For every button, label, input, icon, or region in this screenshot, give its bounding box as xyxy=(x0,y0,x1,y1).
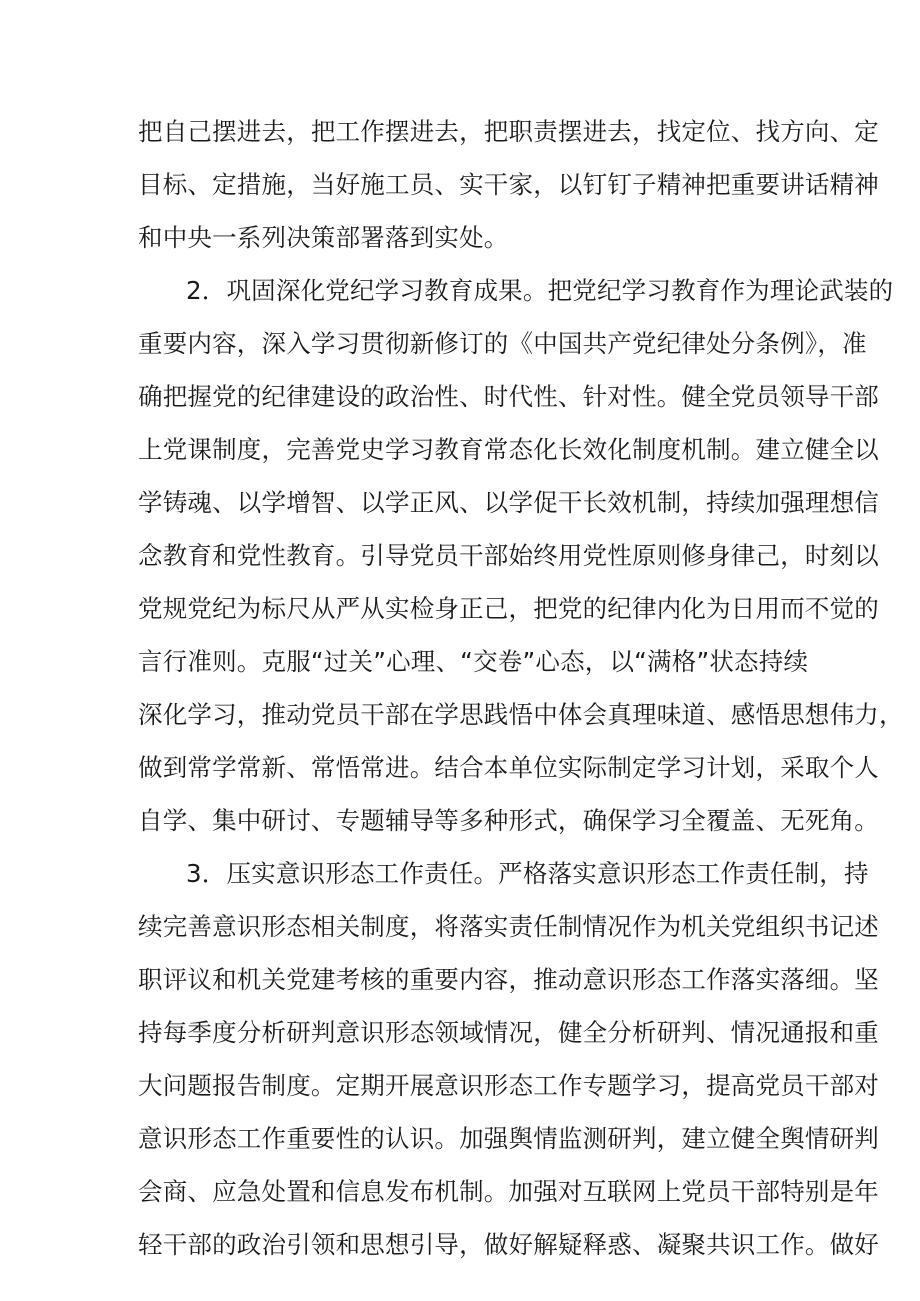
text-line: 深化学习，推动党员干部在学思践悟中体会真理味道、感悟思想伟力， xyxy=(138,700,904,729)
text-line: 意识形态工作重要性的认识。加强舆情监测研判，建立健全舆情研判 xyxy=(138,1124,879,1153)
text-line: 和中央一系列决策部署落到实处。 xyxy=(138,223,509,252)
text-line: 职评议和机关党建考核的重要内容，推动意识形态工作落实落细。坚 xyxy=(138,965,879,994)
text-line: 上党课制度，完善党史学习教育常态化长效化制度机制。建立健全以 xyxy=(138,435,879,464)
text-line: 重要内容，深入学习贯彻新修订的《中国共产党纪律处分条例》，准 xyxy=(138,329,867,358)
text-line: 念教育和党性教育。引导党员干部始终用党性原则修身律己，时刻以 xyxy=(138,541,879,570)
text-line: 言行准则。克服“过关”心理、“交卷”心态，以“满格”状态持续 xyxy=(138,647,809,676)
text-line: 把自己摆进去，把工作摆进去，把职责摆进去，找定位、找方向、定 xyxy=(138,117,879,146)
text-line: 轻干部的政治引领和思想引导，做好解疑释惑、凝聚共识工作。做好 xyxy=(138,1230,879,1259)
paragraph-2-first-line: 2．巩固深化党纪学习教育成果。把党纪学习教育作为理论武装的 xyxy=(186,276,894,305)
text-line: 目标、定措施，当好施工员、实干家，以钉钉子精神把重要讲话精神 xyxy=(138,170,879,199)
text-line: 自学、集中研讨、专题辅导等多种形式，确保学习全覆盖、无死角。 xyxy=(138,806,879,835)
text-line: 会商、应急处置和信息发布机制。加强对互联网上党员干部特别是年 xyxy=(138,1177,879,1206)
text-line: 学铸魂、以学增智、以学正风、以学促干长效机制，持续加强理想信 xyxy=(138,488,879,517)
text-line: 续完善意识形态相关制度，将落实责任制情况作为机关党组织书记述 xyxy=(138,912,879,941)
text-line: 确把握党的纪律建设的政治性、时代性、针对性。健全党员领导干部 xyxy=(138,382,879,411)
text-line: 党规党纪为标尺从严从实检身正己，把党的纪律内化为日用而不觉的 xyxy=(138,594,879,623)
text-line: 做到常学常新、常悟常进。结合本单位实际制定学习计划，采取个人 xyxy=(138,753,879,782)
paragraph-3-first-line: 3．压实意识形态工作责任。严格落实意识形态工作责任制，持 xyxy=(186,859,869,888)
text-line: 大问题报告制度。定期开展意识形态工作专题学习，提高党员干部对 xyxy=(138,1071,879,1100)
text-line: 持每季度分析研判意识形态领域情况，健全分析研判、情况通报和重 xyxy=(138,1018,879,1047)
